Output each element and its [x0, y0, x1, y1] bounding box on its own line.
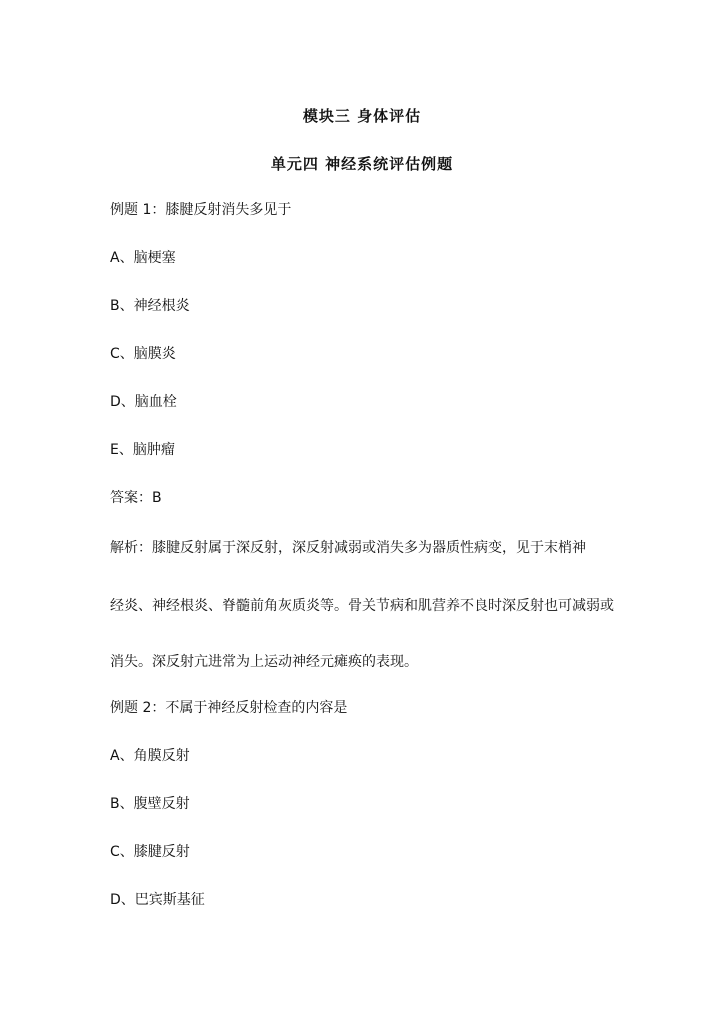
q1-analysis-line: 经炎、神经根炎、脊髓前角灰质炎等。骨关节病和肌营养不良时深反射也可减弱或	[110, 598, 614, 614]
q1-option-b: B、神经根炎	[110, 298, 190, 314]
q1-option-c: C、脑膜炎	[110, 346, 176, 362]
q2-option-d: D、巴宾斯基征	[110, 892, 205, 908]
q1-analysis-line: 消失。深反射亢进常为上运动神经元瘫痪的表现。	[110, 654, 418, 670]
q2-option-a: A、角膜反射	[110, 748, 190, 764]
q1-analysis-line: 解析：膝腱反射属于深反射，深反射减弱或消失多为器质性病变，见于末梢神	[110, 540, 586, 556]
question-1-text: 例题 1：膝腱反射消失多见于	[110, 202, 292, 218]
q1-option-e: E、脑肿瘤	[110, 442, 175, 458]
q2-option-b: B、腹壁反射	[110, 796, 190, 812]
unit-title: 单元四 神经系统评估例题	[270, 155, 454, 173]
q2-option-c: C、膝腱反射	[110, 844, 190, 860]
module-title: 模块三 身体评估	[302, 107, 422, 125]
question-2-text: 例题 2：不属于神经反射检查的内容是	[110, 700, 348, 716]
q1-option-d: D、脑血栓	[110, 394, 177, 410]
q1-option-a: A、脑梗塞	[110, 250, 176, 266]
q1-answer: 答案：B	[110, 490, 162, 506]
